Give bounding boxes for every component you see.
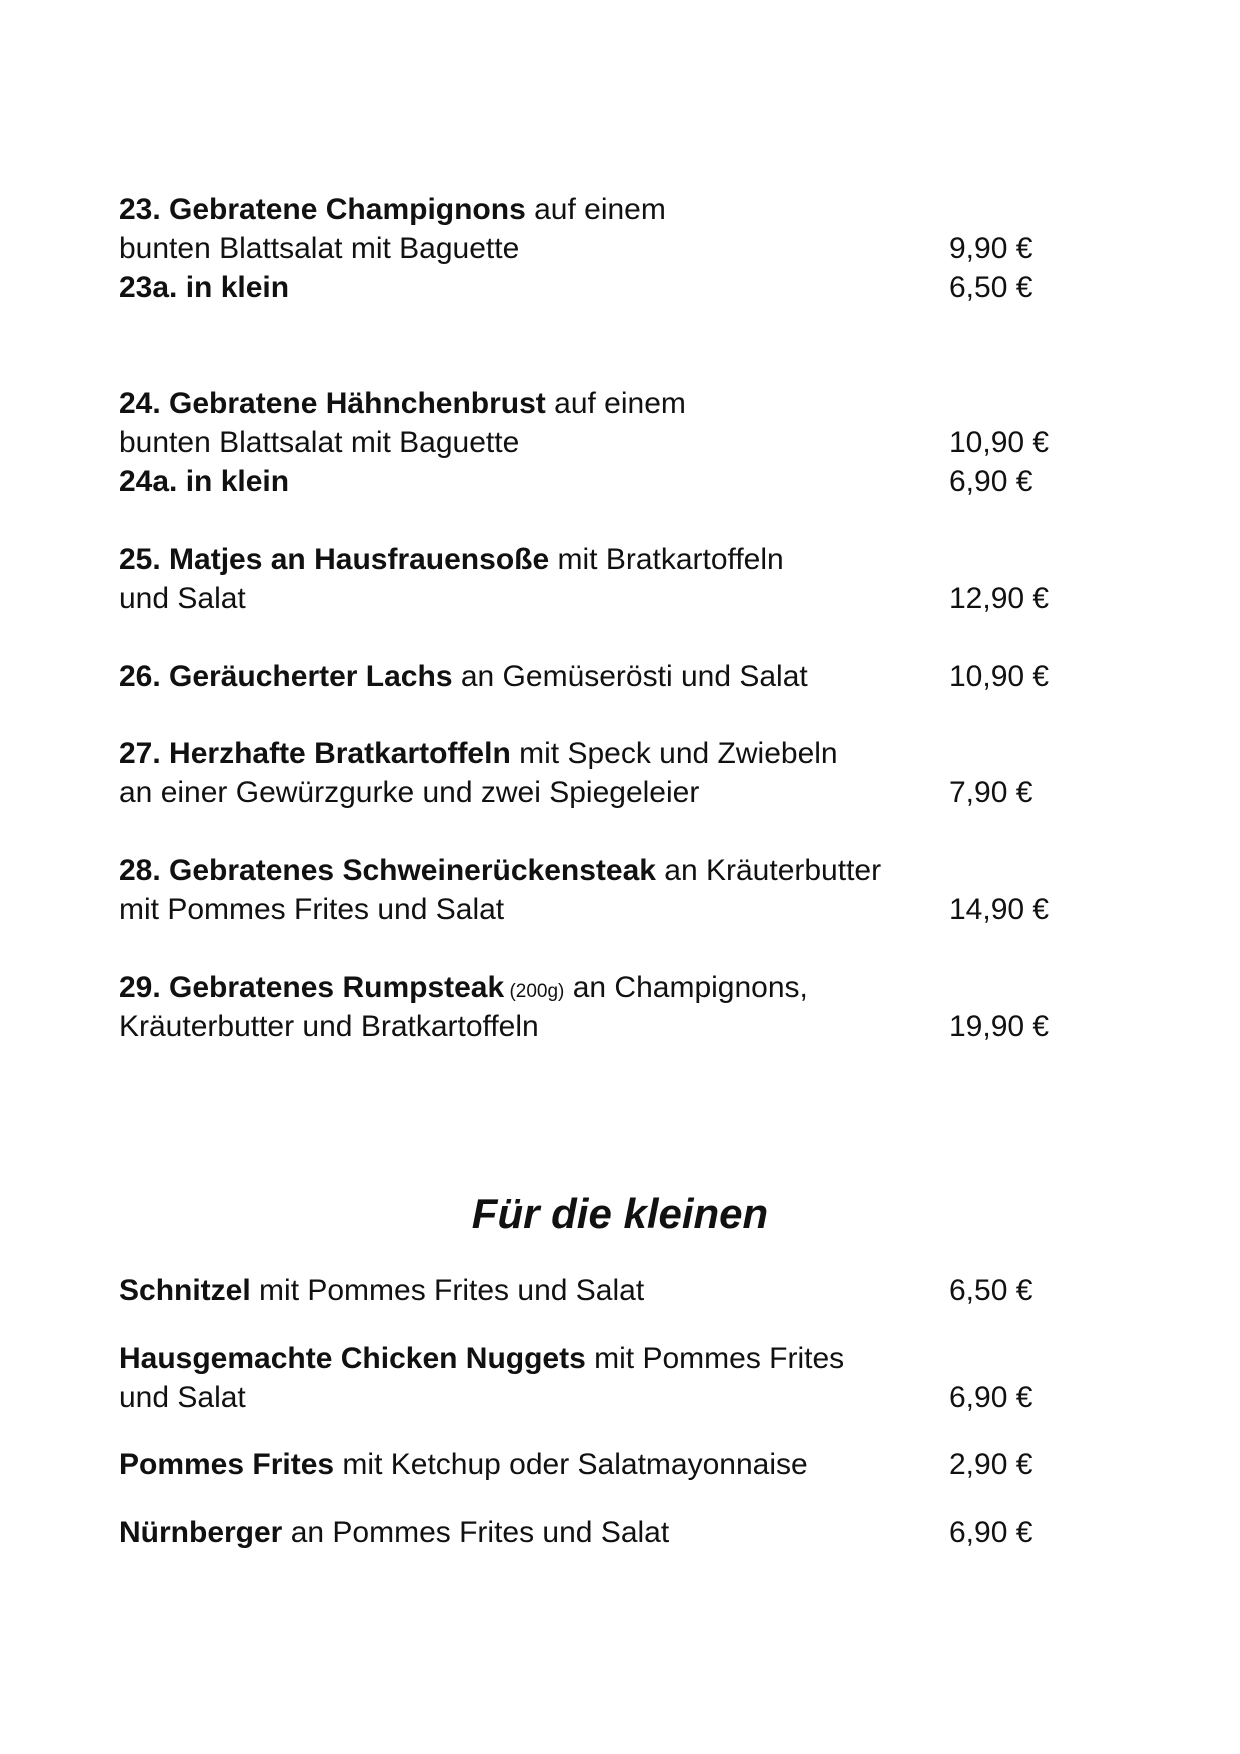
menu-item-24 xyxy=(119,384,1069,462)
item-description: und Salat xyxy=(119,582,246,615)
menu-item-23a xyxy=(119,268,1069,307)
item-description: mit Pommes Frites und Salat xyxy=(250,1274,645,1307)
item-price: 9,90 € xyxy=(949,232,1033,265)
item-name: Pommes Frites xyxy=(119,1448,335,1481)
kids-item-pommes-frites xyxy=(119,1445,1069,1484)
item-description: und Salat xyxy=(119,1381,246,1414)
item-price: 2,90 € xyxy=(949,1448,1033,1481)
item-name: 24. Gebratene Hähnchenbrust xyxy=(119,387,546,420)
item-name: 23. Gebratene Champignons xyxy=(119,193,526,226)
item-name: Hausgemachte Chicken Nuggets xyxy=(119,1342,586,1375)
item-name: 28. Gebratenes Schweinerückensteak xyxy=(119,854,656,887)
item-description: an Champignons, xyxy=(564,971,808,1004)
item-name: 29. Gebratenes Rumpsteak xyxy=(119,971,505,1004)
item-description: an Gemüserösti und Salat xyxy=(452,660,808,693)
item-price: 6,90 € xyxy=(949,1516,1033,1549)
item-description: bunten Blattsalat mit Baguette xyxy=(119,426,520,459)
item-description: bunten Blattsalat mit Baguette xyxy=(119,232,520,265)
item-description: mit Ketchup oder Salatmayonnaise xyxy=(334,1448,808,1481)
item-price: 6,90 € xyxy=(949,465,1033,498)
item-price: 19,90 € xyxy=(949,1010,1050,1043)
menu-item-27 xyxy=(119,734,1069,812)
item-price: 10,90 € xyxy=(949,426,1050,459)
menu-item-29 xyxy=(119,968,1069,1046)
menu-item-25 xyxy=(119,540,1069,618)
item-name: 23a. in klein xyxy=(119,271,290,304)
item-price: 6,50 € xyxy=(949,1274,1033,1307)
item-description: mit Pommes Frites und Salat xyxy=(119,893,505,926)
kids-item-schnitzel xyxy=(119,1271,1069,1310)
item-description: mit Pommes Frites xyxy=(585,1342,845,1375)
menu-item-28 xyxy=(119,851,1069,929)
item-name: Schnitzel xyxy=(119,1274,251,1307)
item-name: 25. Matjes an Hausfrauensoße xyxy=(119,543,550,576)
item-name: 24a. in klein xyxy=(119,465,290,498)
item-name: 26. Geräucherter Lachs xyxy=(119,660,453,693)
kids-item-nuernberger xyxy=(119,1513,1069,1552)
item-price: 14,90 € xyxy=(949,893,1050,926)
item-description: an einer Gewürzgurke und zwei Spiegeleier xyxy=(119,776,700,809)
item-description: mit Bratkartoffeln xyxy=(549,543,784,576)
item-description: an Kräuterbutter xyxy=(655,854,882,887)
item-price: 6,50 € xyxy=(949,271,1033,304)
item-price: 12,90 € xyxy=(949,582,1050,615)
menu-item-23 xyxy=(119,190,1069,268)
item-price: 10,90 € xyxy=(949,660,1050,693)
item-name: 27. Herzhafte Bratkartoffeln xyxy=(119,737,511,770)
item-price: 7,90 € xyxy=(949,776,1033,809)
item-description: mit Speck und Zwiebeln xyxy=(510,737,838,770)
item-description: Kräuterbutter und Bratkartoffeln xyxy=(119,1010,539,1043)
item-name: Nürnberger xyxy=(119,1516,283,1549)
item-description: an Pommes Frites und Salat xyxy=(282,1516,670,1549)
item-description: auf einem xyxy=(525,193,666,226)
kids-item-chicken-nuggets xyxy=(119,1339,1069,1417)
item-description: auf einem xyxy=(545,387,686,420)
item-weight: (200g) xyxy=(504,981,565,1002)
menu-item-26 xyxy=(119,657,1069,696)
section-title: Für die kleinen xyxy=(471,1190,769,1237)
menu-item-24a xyxy=(119,462,1069,501)
item-price: 6,90 € xyxy=(949,1381,1033,1414)
